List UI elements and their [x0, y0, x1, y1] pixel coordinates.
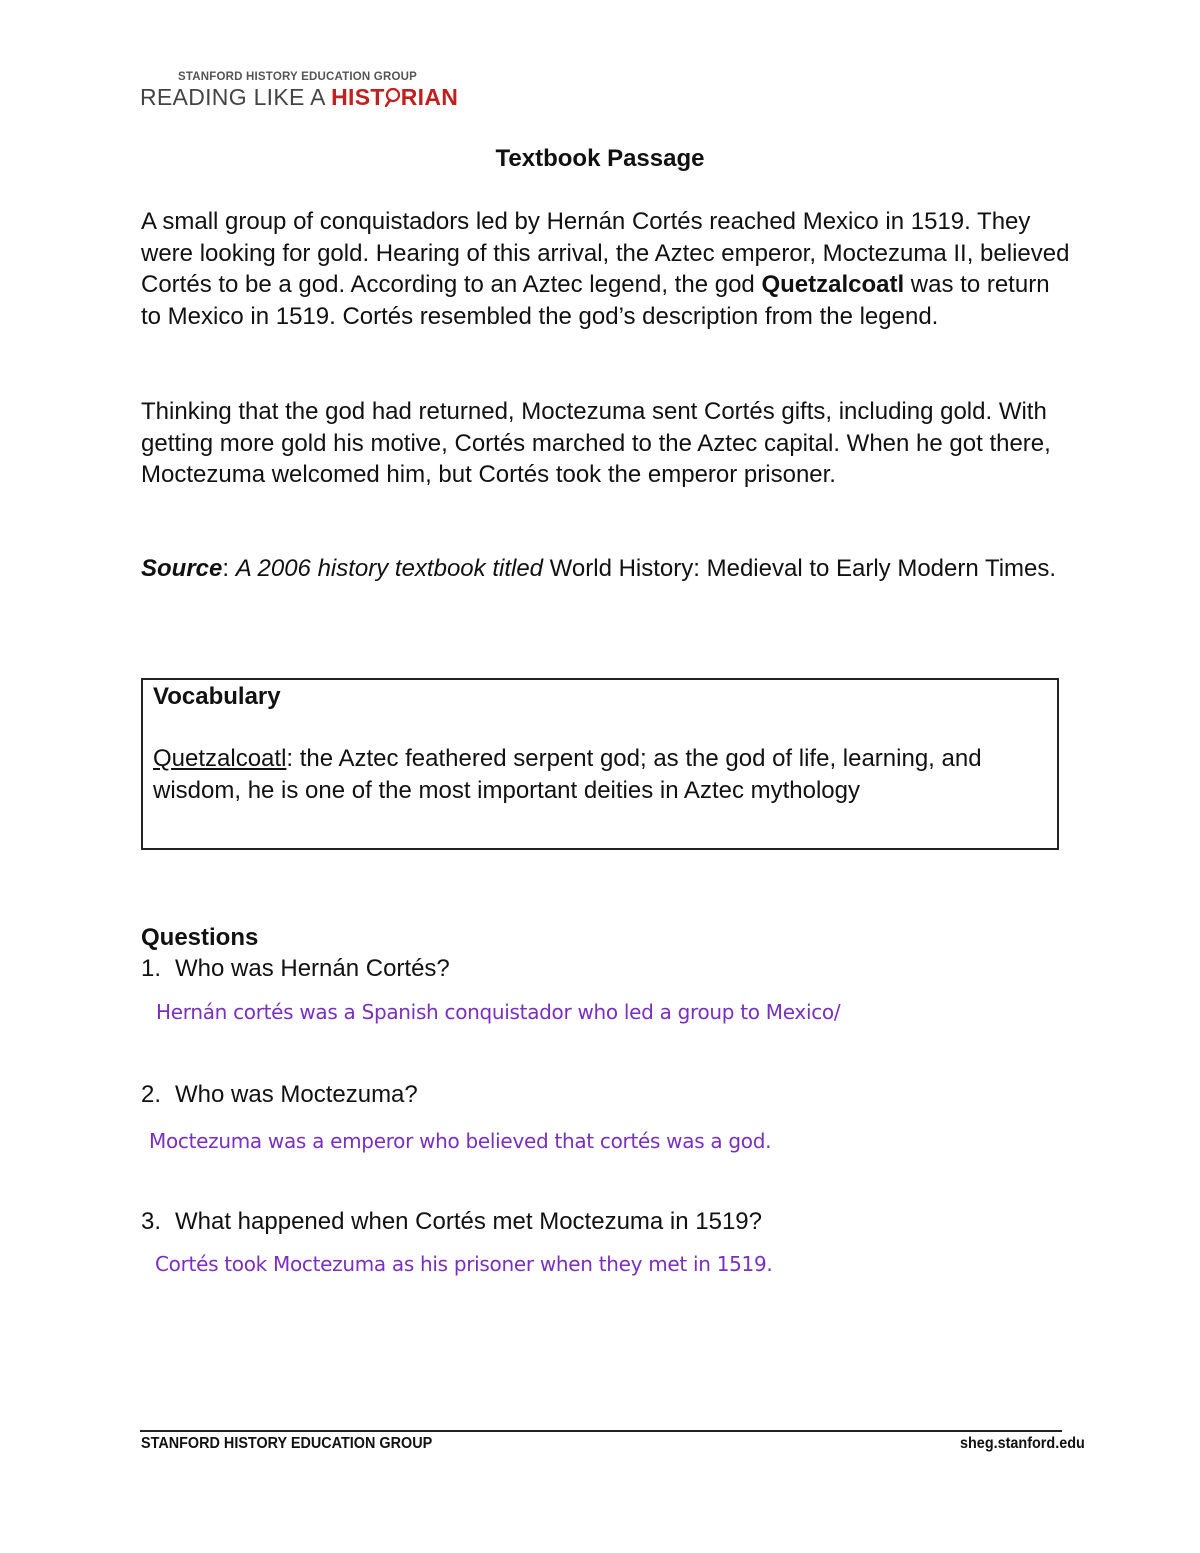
- paragraph-1-text-a: A small group of conquistadors led by Hernán Cortés reached Mexico in 1519. They were looking for gold. Hearing of this arrival, the Aztec emperor, Moctezuma II, believed Cortés to be a god. According to an Aztec legend, the god: [141, 208, 1070, 298]
- question-3-number: 3.: [141, 1208, 162, 1235]
- logo-brand: [140, 84, 458, 110]
- answer-2: Moctezuma was a emperor who believed that cortés was a god.: [149, 1129, 772, 1153]
- footer-org: STANFORD HISTORY EDUCATION GROUP: [141, 1435, 433, 1452]
- source-citation: [141, 553, 1071, 585]
- question-1-number: 1.: [141, 955, 162, 982]
- answer-3: Cortés took Moctezuma as his prisoner when they met in 1519.: [155, 1252, 773, 1276]
- paragraph-1-text-b: was to return to Mexico in 1519. Cortés resembled the god’s description from the legend.: [141, 271, 1050, 330]
- questions-heading: Questions: [141, 924, 259, 951]
- source-book-title: World History: Medieval to Early Modern Times.: [543, 555, 1057, 582]
- vocabulary-definition: [153, 743, 1043, 807]
- source-description: A 2006 history textbook titled: [235, 555, 544, 582]
- logo-brand-part2: HIST: [331, 84, 385, 110]
- vocabulary-box: [141, 678, 1059, 850]
- page-title: Textbook Passage: [495, 145, 705, 172]
- question-3-text: What happened when Cortés met Moctezuma in 1519?: [175, 1208, 763, 1235]
- answer-1: Hernán cortés was a Spanish conquistador who led a group to Mexico/: [156, 1000, 841, 1024]
- question-2-text: Who was Moctezuma?: [175, 1081, 418, 1108]
- footer-url: sheg.stanford.edu: [960, 1435, 1085, 1452]
- question-1-text: Who was Hernán Cortés?: [175, 955, 450, 982]
- logo-brand-part3: RIAN: [400, 84, 459, 110]
- source-colon: :: [222, 555, 236, 582]
- magnifier-icon: [385, 86, 401, 104]
- question-2: [141, 1079, 418, 1111]
- logo-org-name: STANFORD HISTORY EDUCATION GROUP: [178, 71, 417, 83]
- vocabulary-term: Quetzalcoatl: [153, 745, 287, 772]
- question-3: [141, 1206, 762, 1238]
- vocabulary-heading: Vocabulary: [153, 683, 281, 710]
- question-1: [141, 953, 450, 985]
- passage-paragraph-2: Thinking that the god had returned, Moctezuma sent Cortés gifts, including gold. With getting more gold his motive, Cortés marched to the Aztec capital. When he got there, Moctezuma welcomed him, but Cortés took the emperor prisoner.: [141, 398, 1051, 488]
- sheg-logo: [140, 70, 458, 110]
- vocabulary-definition-text: : the Aztec feathered serpent god; as the god of life, learning, and wisdom, he is one of the most important deities in Aztec mythology: [153, 745, 982, 804]
- footer-divider: [140, 1430, 1062, 1432]
- question-2-number: 2.: [141, 1081, 162, 1108]
- source-label: Source: [141, 555, 223, 582]
- quetzalcoatl-bold: Quetzalcoatl: [761, 271, 905, 298]
- logo-brand-part1: READING LIKE A: [140, 84, 332, 110]
- passage-paragraph-1: [141, 206, 1071, 332]
